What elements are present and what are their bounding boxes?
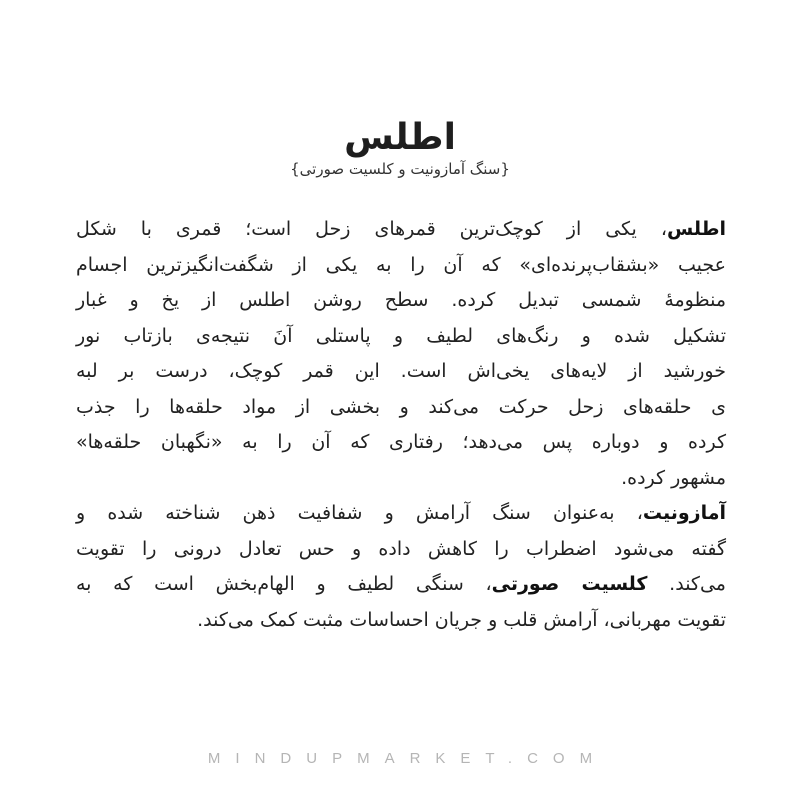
- description-body: [76, 212, 726, 638]
- text-line: تقویت مهربانی، آرامش قلب و جریان احساسات مثبت کمک می‌کند.: [197, 608, 726, 631]
- page-title: اطلس: [344, 117, 456, 159]
- footer-brand: MINDUPMARKET.COM: [207, 750, 608, 767]
- text-line: ی حلقه‌های زحل حرکت می‌کند و بخشی از مواد حلقه‌ها را جذب: [76, 395, 726, 418]
- bold-term-amazonite: آمازونیت: [642, 502, 726, 524]
- text-line: اطلس، یکی از کوچک‌ترین قمرهای زحل است؛ قمری با شکل: [76, 218, 726, 240]
- subtitle: {سنگ آمازونیت و کلسیت صورتی}: [290, 160, 510, 178]
- text-line: می‌کند. کلسیت صورتی، سنگی لطیف و الهام‌بخش است که به: [76, 573, 726, 595]
- bold-term-pink-calcite: کلسیت صورتی: [491, 573, 648, 595]
- text-line: خورشید از لایه‌های یخی‌اش است. این قمر کوچک، درست بر لبه: [76, 360, 726, 382]
- text-line: مشهور کرده.: [621, 466, 726, 489]
- bold-term-atlas: اطلس: [666, 218, 726, 240]
- text-line: گفته می‌شود اضطراب را کاهش داده و حس تعادل درونی را تقویت: [76, 537, 726, 560]
- text-line: منظومهٔ شمسی تبدیل کرده. سطح روشن اطلس از یخ و غبار: [76, 289, 726, 311]
- text-line: عجیب «بشقاب‌پرنده‌ای» که آن را به یکی از شگفت‌انگیزترین اجسام: [76, 253, 726, 276]
- text-line: کرده و دوباره پس می‌دهد؛ رفتاری که آن را به «نگهبان حلقه‌ها»: [76, 431, 726, 453]
- text-line: آمازونیت، به‌عنوان سنگ آرامش و شفافیت ذهن شناخته شده و: [76, 502, 726, 524]
- text-line: تشکیل شده و رنگ‌های لطیف و پاستلی آنَ نتیجه‌ی بازتاب نور: [76, 324, 726, 347]
